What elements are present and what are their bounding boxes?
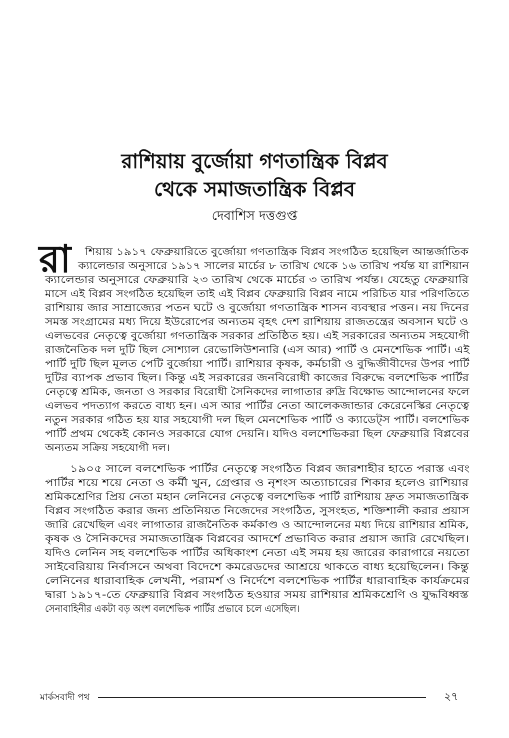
body-line: এলভবের নেতৃত্বে বুর্জোয়া গণতান্ত্রিক সরকার প্রতিষ্ঠিত হয়। এই সরকারের অন্যতম সহযোগী <box>45 331 470 342</box>
body-line: ক্যালেন্ডার অনুসারে ১৯১৭ সালের মার্চের ৮ তারিখ থেকে ১৬ তারিখ পর্যন্ত যা রাশিয়ান <box>78 261 469 272</box>
journal-name: মার্কসবাদী পথ <box>40 693 90 703</box>
body-line: জারি রেখেছিল এবং লাগাতার রাজনৈতিক কর্মকাণ্ড ও আন্দোলনের মধ্য দিয়ে রাশিয়ার শ্রমিক, <box>45 520 469 531</box>
body-line: কৃষক ও সৈনিকদের সমাজতান্ত্রিক বিপ্লবের আদর্শে প্রভাবিত করার প্রয়াস জারি রেখেছিল। <box>45 534 470 545</box>
footer-divider <box>98 697 426 698</box>
drop-cap: রা <box>39 237 71 281</box>
author-name: দেবাশিস দত্তগুপ্ত <box>211 209 298 224</box>
article-title-line-1: রাশিয়ায় বুর্জোয়া গণতান্ত্রিক বিপ্লব <box>121 149 388 173</box>
body-line: এলভব পদত্যাগ করতে বাধ্য হন। এস আর পার্টির নেতা আলেকজান্ডার কেরেনেস্কির নেতৃত্বে <box>45 401 470 412</box>
body-line: পার্টি দুটি ছিল মূলত পেটি বুর্জোয়া পার্টি। রাশিয়ার কৃষক, কর্মচারী ও বুদ্ধিজীবীদের উপর পার্টি <box>45 359 470 370</box>
body-line: বিপ্লব সংগঠিত করার জন্য প্রতিনিয়ত নিজেদের সংগঠিত, সুসংহত, শক্তিশালী করার প্রয়াস <box>45 506 470 517</box>
body-line: লেনিনের ধারাবাহিক লেখনী, পরামর্শ ও নির্দেশে বলশেভিক পার্টির ধারাবাহিক কার্যক্রমের <box>45 576 470 587</box>
body-line: শ্রমিকশ্রেণির প্রিয় নেতা মহান লেনিনের নেতৃত্বে বলশেভিক পার্টি রাশিয়ায় দ্রুত সমাজতান্ত্রিক <box>45 492 469 503</box>
body-line: পার্টির শয়ে শয়ে নেতা ও কর্মী খুন, গ্রেপ্তার ও নৃশংস অত্যাচারের শিকার হলেও রাশিয়ার <box>45 478 469 489</box>
body-line: নেতৃত্বে শ্রমিক, জনতা ও সরকার বিরোধী সৈনিকদের লাগাতার রুদ্রি বিক্ষোভ আন্দোলনের ফলে <box>45 387 470 398</box>
body-line: সেনাবাহিনীর একটা বড় অংশ বলশেভিক পার্টির প্রভাবে চলে এসেছিল। <box>45 604 300 615</box>
body-line: শিয়ায় ১৯১৭ ফেব্রুয়ারিতে বুর্জোয়া গণতান্ত্রিক বিপ্লব সংগঠিত হয়েছিল আন্তর্জাতিক <box>85 247 469 258</box>
body-line: নতুন সরকার গঠিত হয় যার সহযোগী দল ছিল মেনশেভিক পার্টি ও ক্যাডেট্স পার্টি। বলশেভিক <box>45 415 470 426</box>
article-title-line-2: থেকে সমাজতান্ত্রিক বিপ্লব <box>153 177 356 201</box>
body-line: ক্যালেন্ডার অনুসারে ফেব্রুয়ারি ২৩ তারিখ থেকে মার্চের ৩ তারিখ পর্যন্ত। যেহেতু ফেব্রুয়ারি <box>45 275 469 286</box>
body-line: সমস্ত সংগ্রামের মধ্য দিয়ে ইউরোপের অন্যতম বৃহৎ দেশ রাশিয়ায় রাজতন্ত্রের অবসান ঘটে ও <box>45 317 469 328</box>
body-line: দুটির ব্যাপক প্রভাব ছিল। কিন্তু এই সরকারের জনবিরোধী কাজের বিরুদ্ধে বলশেভিক পার্টির <box>45 373 469 384</box>
body-line: দ্বারা ১৯১৭-তে ফেব্রুয়ারি বিপ্লব সংগঠিত হওয়ার সময় রাশিয়ার শ্রমিকশ্রেণি ও যুদ্ধবিধ্বস্ত <box>45 590 469 601</box>
body-line: রাজনৈতিক দল দুটি ছিল সোশ্যাল রেভোলিউশনারি (এস আর) পার্টি ও মেনশেভিক পার্টি। এই <box>45 345 470 356</box>
body-line: যদিও লেনিন সহ বলশেভিক পার্টির অধিকাংশ নেতা এই সময় হয় জারের কারাগারে নয়তো <box>45 548 470 559</box>
body-line: সাইবেরিয়ায় নির্বাসনে অথবা বিদেশে কমরেডদের আশ্রয়ে থাকতে বাধ্য হয়েছিলেন। কিন্তু <box>45 562 469 573</box>
body-line: রাশিয়ায় জার সাম্রাজ্যের পতন ঘটে ও বুর্জোয়া গণতান্ত্রিক শাসন ব্যবস্থার পত্তন। নয় দিনের <box>45 303 469 314</box>
body-line: অন্যতম সক্রিয় সহযোগী দল। <box>45 443 171 454</box>
body-line: পার্টি প্রথম থেকেই কোনও সরকারে যোগ দেয়নি। যদিও বলশেভিকরা ছিল ফেব্রুয়ারি বিপ্লবের <box>45 429 470 440</box>
body-line: ১৯০৫ সালে বলশেভিক পার্টির নেতৃত্বে সংগঠিত বিপ্লব জারশাহীর হাতে পরাস্ত এবং <box>70 464 470 475</box>
body-line: মাসে এই বিপ্লব সংগঠিত হয়েছিল তাই এই বিপ্লব ফেব্রুয়ারি বিপ্লব নামে পরিচিত যার পরিণতিতে <box>45 289 470 300</box>
page-number: ২৭ <box>444 690 459 703</box>
